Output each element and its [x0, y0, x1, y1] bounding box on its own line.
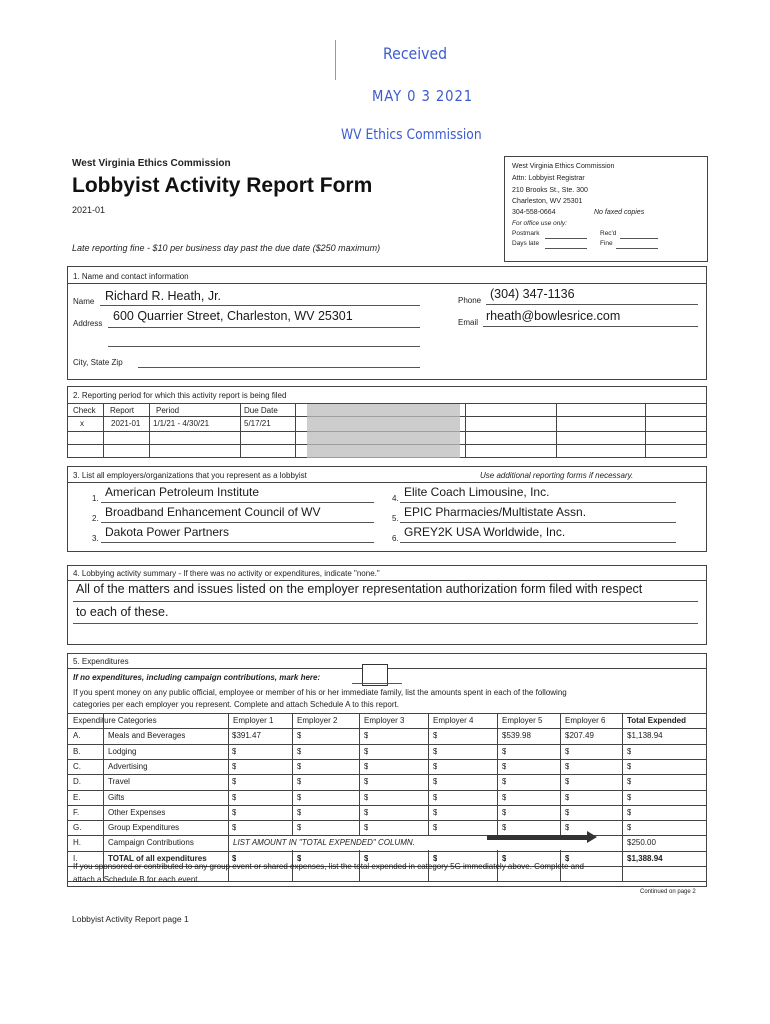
- total-expended-cell[interactable]: $: [627, 746, 632, 756]
- total-expended-cell[interactable]: $: [627, 807, 632, 817]
- section4-heading: 4. Lobbying activity summary - If there was no activity or expenditures, indicate "none.": [73, 569, 380, 578]
- employer-3-field[interactable]: Dakota Power Partners: [105, 525, 230, 539]
- no-expenditures-label: If no expenditures, including campaign contributions, mark here:: [73, 673, 321, 682]
- table-col-line: [292, 713, 293, 881]
- expenditure-cell[interactable]: $: [433, 731, 438, 741]
- col-due-header: Due Date: [244, 406, 278, 415]
- column-header: Employer 5: [502, 716, 543, 725]
- expenditure-cell[interactable]: $: [565, 746, 570, 756]
- stamp-commission: WV Ethics Commission: [341, 127, 482, 143]
- activity-summary-line2[interactable]: to each of these.: [76, 605, 169, 619]
- period-col-line: [103, 403, 104, 458]
- period-col-line: [149, 403, 150, 458]
- stamp-date: MAY 0 3 2021: [372, 87, 474, 105]
- table-row-line: [67, 744, 707, 745]
- total-expended-cell[interactable]: $: [627, 823, 632, 833]
- table-col-line: [359, 713, 360, 881]
- address-line1: West Virginia Ethics Commission: [512, 163, 615, 170]
- expenditure-cell[interactable]: $: [232, 853, 237, 863]
- section3-heading: 3. List all employers/organizations that you represent as a lobbyist: [73, 471, 307, 480]
- period-col-line: [465, 403, 466, 458]
- section4-divider: [67, 580, 707, 581]
- arrow-shaft: [487, 835, 589, 840]
- employer-num: 4.: [392, 494, 399, 503]
- expenditure-cell[interactable]: $: [364, 761, 369, 771]
- row-letter: G.: [73, 823, 82, 833]
- employer-6-field[interactable]: GREY2K USA Worldwide, Inc.: [404, 525, 566, 539]
- row-letter: A.: [73, 731, 81, 741]
- table-col-line: [560, 713, 561, 881]
- summary-underline: [73, 601, 698, 602]
- column-header: Employer 6: [565, 716, 606, 725]
- section3-note: Use additional reporting forms if necessary.: [480, 471, 634, 480]
- section1-heading: 1. Name and contact information: [73, 272, 189, 281]
- expenditure-cell[interactable]: $: [502, 746, 507, 756]
- arrow-right-icon: [587, 831, 597, 843]
- section5-footer-note: If you sponsored or contributed to any group event or shared expenses, list the total expended in category 5G immediately above. Complete and: [73, 862, 584, 871]
- expenditure-cell[interactable]: $: [433, 807, 438, 817]
- city-label: City, State Zip: [73, 358, 123, 367]
- total-expended-cell[interactable]: $: [627, 777, 632, 787]
- name-underline: [100, 305, 420, 306]
- column-header: Expenditure Categories: [73, 716, 157, 725]
- expenditure-cell[interactable]: $: [502, 853, 507, 863]
- address-label: Address: [73, 319, 103, 328]
- column-header: Employer 1: [233, 716, 274, 725]
- expenditure-cell[interactable]: $391.47: [232, 731, 261, 741]
- section3-divider: [67, 482, 707, 483]
- fine-line: [616, 248, 658, 249]
- expenditure-cell[interactable]: $: [565, 807, 570, 817]
- address-field[interactable]: 600 Quarrier Street, Charleston, WV 25301: [113, 309, 353, 323]
- table-row-line: [67, 851, 707, 852]
- expenditure-cell[interactable]: $: [232, 746, 237, 756]
- summary-underline: [73, 623, 698, 624]
- table-col-line: [622, 713, 623, 881]
- employer-underline: [400, 502, 676, 503]
- row-category: Other Expenses: [108, 807, 166, 817]
- expenditure-cell[interactable]: $: [565, 761, 570, 771]
- period-due: 5/17/21: [244, 419, 271, 428]
- expenditure-cell[interactable]: $: [502, 807, 507, 817]
- name-field[interactable]: Richard R. Heath, Jr.: [105, 289, 222, 303]
- employer-5-field[interactable]: EPIC Pharmacies/Multistate Assn.: [404, 505, 587, 519]
- employer-underline: [400, 522, 676, 523]
- employer-num: 5.: [392, 514, 399, 523]
- section5-instructions: If you spent money on any public official, employee or member of his or her immediate family, list the amounts spent in each of the following: [73, 688, 567, 697]
- row-category: TOTAL of all expenditures: [108, 853, 207, 863]
- expenditure-cell[interactable]: $: [232, 823, 237, 833]
- address-underline: [108, 327, 420, 328]
- total-expended-cell[interactable]: $1,388.94: [627, 853, 663, 863]
- column-header: Total Expended: [627, 716, 686, 725]
- period-report: 2021-01: [111, 419, 141, 428]
- redacted-area: [307, 404, 460, 458]
- table-row-line: [67, 820, 707, 821]
- activity-summary-line1[interactable]: All of the matters and issues listed on the employer representation authorization form filed with respect: [76, 582, 643, 596]
- table-col-line: [497, 713, 498, 881]
- form-id: 2021-01: [72, 205, 106, 215]
- table-row-line: [67, 774, 707, 775]
- employer-underline: [101, 522, 374, 523]
- address-line4: Charleston, WV 25301: [512, 198, 583, 205]
- phone-field[interactable]: (304) 347-1136: [490, 287, 575, 301]
- employer-2-field[interactable]: Broadband Enhancement Council of WV: [105, 505, 321, 519]
- expenditure-cell[interactable]: $: [364, 853, 369, 863]
- expenditure-cell[interactable]: $: [297, 731, 302, 741]
- section2-heading: 2. Reporting period for which this activity report is being filed: [73, 391, 287, 400]
- expenditure-cell[interactable]: $: [364, 731, 369, 741]
- expenditure-cell[interactable]: $: [297, 792, 302, 802]
- total-expended-cell[interactable]: $1,138.94: [627, 731, 663, 741]
- table-row-line: [67, 790, 707, 791]
- employer-num: 3.: [92, 534, 99, 543]
- expenditure-cell[interactable]: $: [565, 823, 570, 833]
- row-letter: H.: [73, 838, 81, 848]
- period-col-line: [645, 403, 646, 458]
- employer-underline: [101, 502, 374, 503]
- recd-label: Rec'd: [600, 230, 617, 237]
- period-check[interactable]: x: [80, 419, 84, 428]
- table-col-line: [228, 713, 229, 881]
- section5-heading: 5. Expenditures: [73, 657, 129, 666]
- expenditure-cell[interactable]: $: [565, 777, 570, 787]
- column-header: Employer 2: [297, 716, 338, 725]
- row-category: Travel: [108, 777, 130, 787]
- employer-1-field[interactable]: American Petroleum Institute: [105, 485, 260, 499]
- row-letter: F.: [73, 807, 80, 817]
- city-field[interactable]: [138, 367, 420, 368]
- expenditure-cell[interactable]: $: [502, 777, 507, 787]
- expenditure-cell[interactable]: $: [502, 792, 507, 802]
- postmark-label: Postmark: [512, 230, 540, 237]
- address-line3: 210 Brooks St., Ste. 300: [512, 187, 588, 194]
- expenditure-cell[interactable]: $: [502, 761, 507, 771]
- column-header: Employer 4: [433, 716, 474, 725]
- days-late-line: [545, 248, 587, 249]
- expenditure-cell[interactable]: $539.98: [502, 731, 531, 741]
- office-use-label: For office use only:: [512, 220, 567, 227]
- row-category: Gifts: [108, 792, 125, 802]
- page-title: Lobbyist Activity Report Form: [72, 174, 373, 197]
- expenditure-cell[interactable]: $: [364, 807, 369, 817]
- employer-num: 6.: [392, 534, 399, 543]
- expenditure-cell[interactable]: $: [232, 807, 237, 817]
- expenditure-cell[interactable]: $: [297, 761, 302, 771]
- email-label: Email: [458, 318, 479, 327]
- phone-label: Phone: [458, 296, 482, 305]
- expenditure-cell[interactable]: $: [364, 792, 369, 802]
- period-range: 1/1/21 - 4/30/21: [153, 419, 210, 428]
- page-footer: Lobbyist Activity Report page 1: [72, 914, 189, 924]
- expenditure-cell[interactable]: $: [232, 777, 237, 787]
- section5-instructions-2: categories per each employer you represent. Complete and attach Schedule A to this report.: [73, 700, 399, 709]
- late-fine-note: Late reporting fine - $10 per business day past the due date ($250 maximum): [72, 243, 381, 253]
- fine-label: Fine: [600, 240, 613, 247]
- row-letter: C.: [73, 761, 81, 771]
- table-row-line: [67, 713, 707, 714]
- section5-footer-note-2: attach a Schedule B for each event.: [73, 875, 200, 884]
- expenditure-cell[interactable]: $: [433, 792, 438, 802]
- address-line2: Attn: Lobbyist Registrar: [512, 175, 585, 182]
- col-report-header: Report: [110, 406, 135, 415]
- column-header: Employer 3: [364, 716, 405, 725]
- expenditure-cell[interactable]: $: [297, 807, 302, 817]
- address-phone: 304-558-0664: [512, 209, 556, 216]
- table-col-line: [428, 713, 429, 881]
- expenditure-cell[interactable]: $: [232, 761, 237, 771]
- table-row-line: [67, 759, 707, 760]
- employer-4-field[interactable]: Elite Coach Limousine, Inc.: [404, 485, 550, 499]
- days-late-label: Days late: [512, 240, 540, 247]
- expenditure-cell[interactable]: $: [297, 777, 302, 787]
- row-category: Group Expenditures: [108, 823, 180, 833]
- expenditure-cell[interactable]: $: [433, 761, 438, 771]
- recd-line: [620, 238, 658, 239]
- expenditure-cell[interactable]: $: [364, 746, 369, 756]
- row-category: Campaign Contributions: [108, 838, 194, 848]
- expenditure-cell[interactable]: $: [433, 853, 438, 863]
- total-expended-cell[interactable]: $: [627, 761, 632, 771]
- continued-note: Continued on page 2: [640, 889, 696, 895]
- email-field[interactable]: rheath@bowlesrice.com: [486, 309, 621, 323]
- expenditure-cell[interactable]: $: [565, 792, 570, 802]
- row-letter: B.: [73, 746, 81, 756]
- email-underline: [483, 326, 698, 327]
- period-col-line: [295, 403, 296, 458]
- address-underline-2: [108, 346, 420, 347]
- expenditure-cell[interactable]: $: [232, 792, 237, 802]
- row-letter: I.: [73, 853, 78, 863]
- row-letter: E.: [73, 792, 81, 802]
- table-row-line: [67, 805, 707, 806]
- row-category: Meals and Beverages: [108, 731, 186, 741]
- phone-underline: [486, 304, 698, 305]
- total-expended-cell[interactable]: $: [627, 792, 632, 802]
- section1-divider: [67, 283, 707, 284]
- expenditure-cell[interactable]: $: [433, 777, 438, 787]
- row-category: Lodging: [108, 746, 137, 756]
- expenditure-cell[interactable]: $: [433, 746, 438, 756]
- expenditure-cell[interactable]: $: [297, 746, 302, 756]
- employer-num: 2.: [92, 514, 99, 523]
- employer-underline: [101, 542, 374, 543]
- table-col-line: [103, 713, 104, 881]
- expenditure-cell[interactable]: $: [364, 823, 369, 833]
- expenditure-cell[interactable]: $207.49: [565, 731, 594, 741]
- employer-num: 1.: [92, 494, 99, 503]
- name-label: Name: [73, 297, 95, 306]
- period-col-line: [240, 403, 241, 458]
- col-period-header: Period: [156, 406, 180, 415]
- row-letter: D.: [73, 777, 81, 787]
- expenditure-cell[interactable]: $: [433, 823, 438, 833]
- expenditure-cell[interactable]: $: [364, 777, 369, 787]
- expenditure-cell[interactable]: $: [297, 823, 302, 833]
- row-category: Advertising: [108, 761, 148, 771]
- header-org: West Virginia Ethics Commission: [72, 158, 231, 169]
- stamp-received: Received: [383, 44, 448, 63]
- stamp-mark: [335, 40, 336, 80]
- no-expenditures-underline: [352, 683, 402, 684]
- period-col-line: [556, 403, 557, 458]
- no-fax-note: No faxed copies: [594, 209, 645, 216]
- expenditure-cell[interactable]: $: [297, 853, 302, 863]
- postmark-line: [545, 238, 587, 239]
- campaign-note: LIST AMOUNT IN "TOTAL EXPENDED" COLUMN.: [233, 838, 415, 848]
- campaign-total-cell[interactable]: $250.00: [627, 838, 656, 848]
- expenditure-cell[interactable]: $: [502, 823, 507, 833]
- expenditure-cell[interactable]: $: [565, 853, 570, 863]
- col-check-header: Check: [73, 406, 96, 415]
- employer-underline: [400, 542, 676, 543]
- table-row-line: [67, 728, 707, 729]
